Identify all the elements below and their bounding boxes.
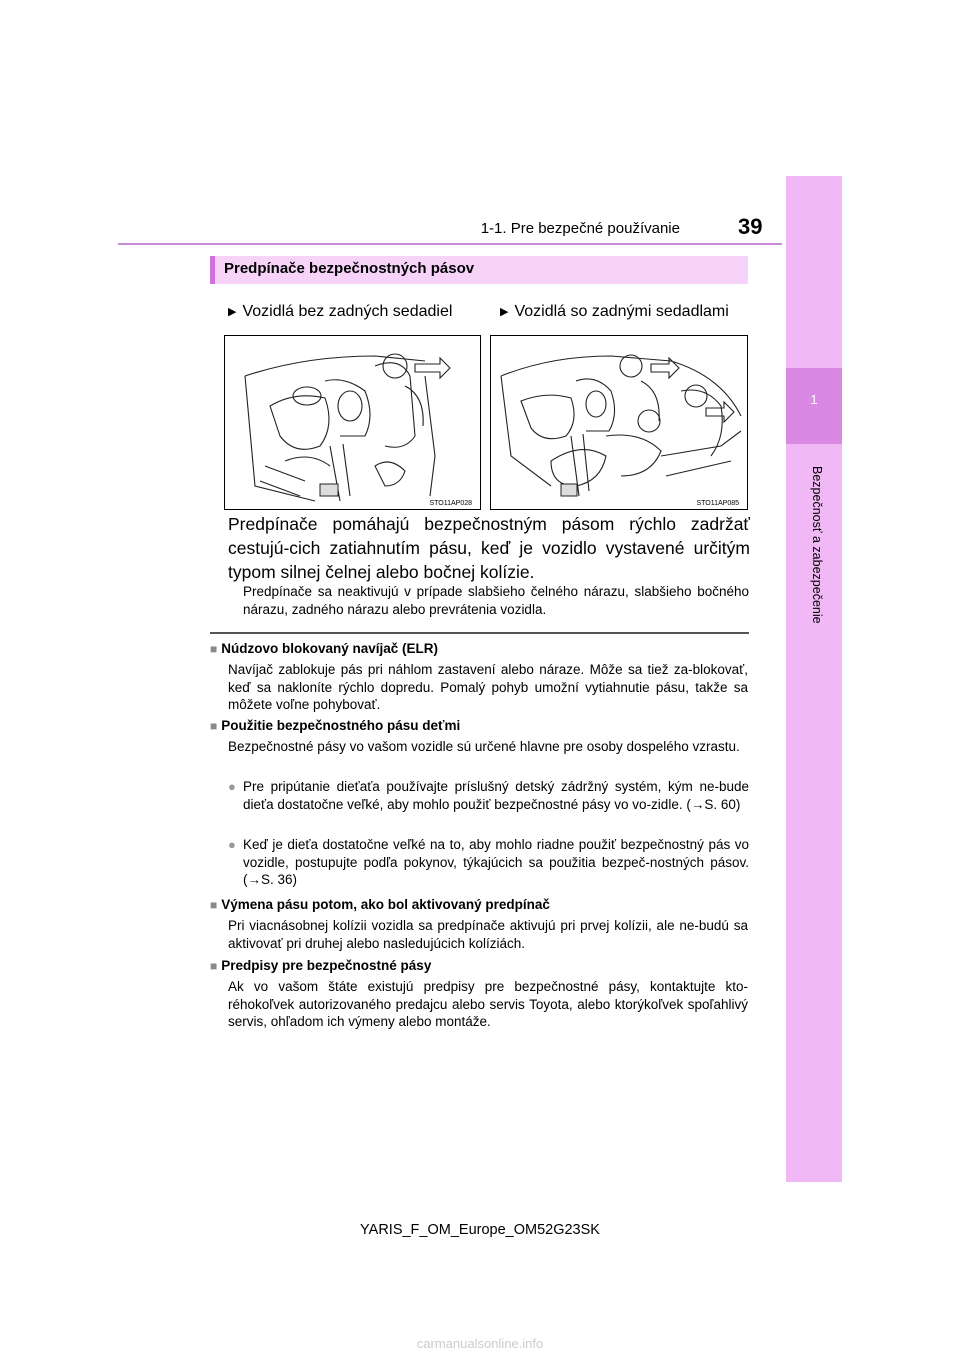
section-text: Pri viacnásobnej kolízii vozidla sa predpínače aktivujú pri prvej kolízii, ale ne-budú sa aktivovať pri druhej alebo nasledujúcich kolíziách. <box>228 918 748 951</box>
section-heading: ■ Použitie bezpečnostného pásu deťmi <box>210 718 461 733</box>
note-paragraph: Predpínače sa neaktivujú v prípade slabšieho čelného nárazu, slabšieho bočného nárazu, zadného nárazu alebo prevrátenia vozidla. <box>243 584 749 617</box>
header-divider <box>118 243 782 245</box>
square-bullet-icon: ■ <box>210 898 218 912</box>
car-interior-illustration <box>225 336 481 510</box>
bullet-text: Keď je dieťa dostatočne veľké na to, aby mohlo riadne použiť bezpečnostný pás vo vozidle, postupujte podľa pokynov, týkajúcich sa použitia bezpeč-nostných pásov. (→S. 36) <box>243 837 749 887</box>
section-heading: ■ Predpisy pre bezpečnostné pásy <box>210 958 432 973</box>
figure-code: STO11AP028 <box>429 500 472 507</box>
bullet-text: Pre pripútanie dieťaťa používajte príslušný detský zádržný systém, kým ne-bude dieťa dostatočne veľké, aby mohlo použiť bezpečnostné pásy vo vo-zidle. (→S. 60) <box>243 779 749 812</box>
section-heading: ■ Výmena pásu potom, ako bol aktivovaný predpínač <box>210 897 550 912</box>
caption-arrow-icon: ▶ <box>228 306 237 318</box>
figure-caption-1: ▶ Vozidlá bez zadných sedadiel <box>228 303 453 320</box>
round-bullet-icon: ● <box>228 779 236 794</box>
illustration-no-rear-seats <box>224 335 481 510</box>
section-divider <box>210 632 749 634</box>
section-text: Bezpečnostné pásy vo vašom vozidle sú určené hlavne pre osoby dospelého vzrastu. <box>228 739 740 754</box>
square-bullet-icon: ■ <box>210 959 218 973</box>
square-bullet-icon: ■ <box>210 642 218 656</box>
illustration-rear-seats <box>490 335 748 510</box>
square-bullet-icon: ■ <box>210 719 218 733</box>
round-bullet-icon: ● <box>228 837 236 852</box>
figure-code: STO11AP085 <box>696 500 739 507</box>
section-text: Navíjač zablokuje pás pri náhlom zastavení alebo náraze. Môže sa tiež za-blokovať, keď sa nakloníte rýchlo dopredu. Pomalý pohyb umožní vytiahnutie pásu, takže sa môžete voľne pohybovať. <box>228 662 748 712</box>
page-number: 39 <box>738 214 763 239</box>
car-interior-illustration <box>491 336 748 510</box>
section-heading: ■ Núdzovo blokovaný navíjač (ELR) <box>210 641 439 656</box>
page-title: Predpínače bezpečnostných pásov <box>224 260 475 277</box>
chapter-side-tab <box>786 176 842 1182</box>
intro-paragraph: Predpínače pomáhajú bezpečnostným pásom rýchlo zadržať cestujú-cich zatiahnutím pásu, keď je vozidlo vystavené určitým typom silnej čelnej alebo bočnej kolízie. <box>228 514 750 582</box>
chapter-title: Bezpečnosť a zabezpečenie <box>810 466 824 624</box>
figure-caption-2: ▶ Vozidlá so zadnými sedadlami <box>500 303 729 320</box>
caption-arrow-icon: ▶ <box>500 306 509 318</box>
section-text: Ak vo vašom štáte existujú predpisy pre bezpečnostné pásy, kontaktujte kto-réhokoľvek autorizovaného predajcu alebo servis Toyota, alebo ktorýkoľvek spoľahlivý servis, ohľadom ich výmeny alebo montáže. <box>228 979 748 1029</box>
watermark: carmanualsonline.info <box>416 1336 544 1351</box>
section-header: 1-1. Pre bezpečné používanie <box>480 220 680 237</box>
footer-doc-id: YARIS_F_OM_Europe_OM52G23SK <box>360 1222 600 1238</box>
chapter-number: 1 <box>810 392 818 407</box>
